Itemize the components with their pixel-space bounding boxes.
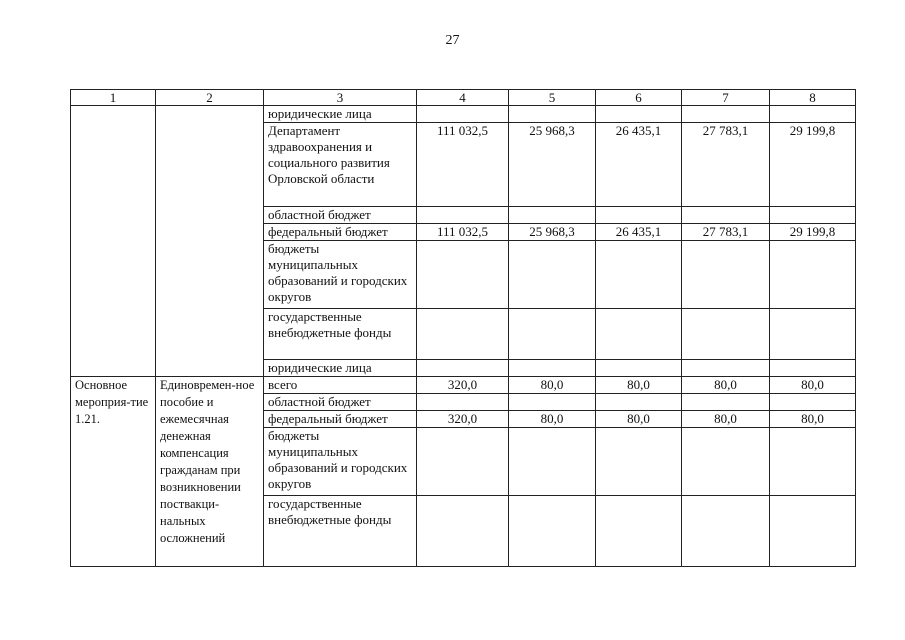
value-cell: [596, 360, 682, 377]
value-cell: 29 199,8: [770, 123, 856, 207]
value-cell: 80,0: [509, 411, 596, 428]
value-cell: 25 968,3: [509, 224, 596, 241]
source-label: областной бюджет: [264, 207, 417, 224]
source-label: бюджеты муниципальных образований и городских округов: [264, 428, 417, 496]
value-cell: [596, 207, 682, 224]
value-cell: [770, 428, 856, 496]
table-row: [71, 377, 856, 394]
value-cell: 25 968,3: [509, 123, 596, 207]
value-cell: [509, 106, 596, 123]
value-cell: [682, 309, 770, 360]
source-label: федеральный бюджет: [264, 411, 417, 428]
header-cell: 6: [596, 90, 682, 106]
value-cell: [770, 241, 856, 309]
value-cell: [417, 106, 509, 123]
value-cell: [682, 496, 770, 567]
source-label: государственные внебюджетные фонды: [264, 309, 417, 360]
value-cell: 80,0: [770, 377, 856, 394]
source-label: юридические лица: [264, 360, 417, 377]
value-cell: [596, 428, 682, 496]
value-cell: 27 783,1: [682, 123, 770, 207]
header-cell: 8: [770, 90, 856, 106]
col1-empty-cell: [71, 106, 156, 377]
value-cell: [509, 394, 596, 411]
value-cell: 27 783,1: [682, 224, 770, 241]
header-cell: 2: [156, 90, 264, 106]
value-cell: 320,0: [417, 377, 509, 394]
value-cell: [770, 394, 856, 411]
source-label: юридические лица: [264, 106, 417, 123]
source-label: областной бюджет: [264, 394, 417, 411]
measure-name: Единовремен-ное пособие и ежемесячная денежная компенсация гражданам при возникновении поствакци-нальных осложнений: [156, 377, 264, 567]
value-cell: [770, 207, 856, 224]
value-cell: 320,0: [417, 411, 509, 428]
value-cell: 26 435,1: [596, 224, 682, 241]
value-cell: [509, 241, 596, 309]
value-cell: [417, 309, 509, 360]
header-cell: 3: [264, 90, 417, 106]
value-cell: [682, 394, 770, 411]
value-cell: [509, 309, 596, 360]
source-label: всего: [264, 377, 417, 394]
value-cell: [417, 207, 509, 224]
value-cell: [509, 428, 596, 496]
source-label: государственные внебюджетные фонды: [264, 496, 417, 567]
value-cell: [596, 496, 682, 567]
value-cell: [596, 309, 682, 360]
value-cell: 26 435,1: [596, 123, 682, 207]
value-cell: [509, 496, 596, 567]
value-cell: 111 032,5: [417, 224, 509, 241]
source-label: бюджеты муниципальных образований и городских округов: [264, 241, 417, 309]
value-cell: [596, 394, 682, 411]
value-cell: 80,0: [770, 411, 856, 428]
col2-empty-cell: [156, 106, 264, 377]
value-cell: [682, 428, 770, 496]
source-label: федеральный бюджет: [264, 224, 417, 241]
budget-table: [70, 89, 856, 567]
value-cell: [682, 360, 770, 377]
value-cell: 80,0: [596, 411, 682, 428]
value-cell: 111 032,5: [417, 123, 509, 207]
page-number: 27: [445, 33, 460, 48]
value-cell: [509, 207, 596, 224]
value-cell: [770, 309, 856, 360]
header-cell: 7: [682, 90, 770, 106]
header-cell: 1: [71, 90, 156, 106]
value-cell: [682, 241, 770, 309]
value-cell: 80,0: [682, 411, 770, 428]
value-cell: [596, 106, 682, 123]
value-cell: 80,0: [596, 377, 682, 394]
header-cell: 4: [417, 90, 509, 106]
value-cell: [770, 360, 856, 377]
value-cell: [417, 496, 509, 567]
value-cell: [596, 241, 682, 309]
value-cell: [509, 360, 596, 377]
value-cell: [417, 394, 509, 411]
source-label: Департамент здравоохранения и социального развития Орловской области: [264, 123, 417, 207]
value-cell: [417, 360, 509, 377]
value-cell: 80,0: [682, 377, 770, 394]
value-cell: [770, 106, 856, 123]
value-cell: 80,0: [509, 377, 596, 394]
header-row: [71, 90, 856, 106]
value-cell: [682, 207, 770, 224]
header-cell: 5: [509, 90, 596, 106]
value-cell: [770, 496, 856, 567]
value-cell: [417, 241, 509, 309]
measure-number: Основное мероприя-тие 1.21.: [71, 377, 156, 567]
value-cell: [682, 106, 770, 123]
table-row: [71, 106, 856, 123]
value-cell: 29 199,8: [770, 224, 856, 241]
value-cell: [417, 428, 509, 496]
